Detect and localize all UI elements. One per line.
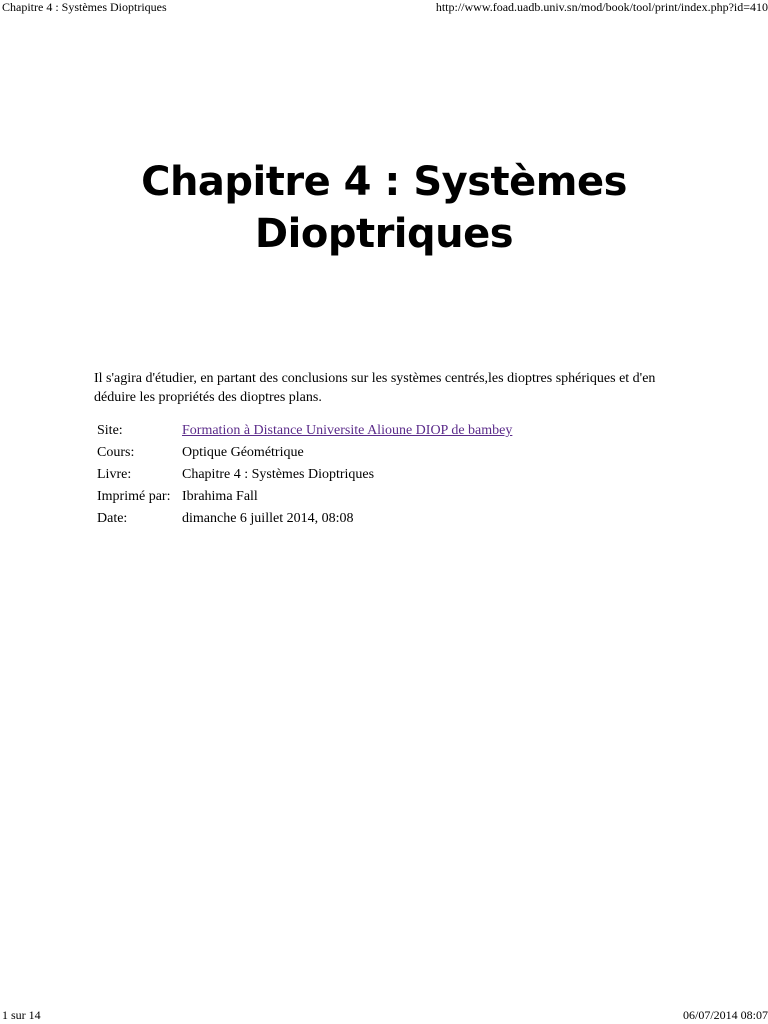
print-header-title: Chapitre 4 : Systèmes Dioptriques <box>2 0 167 14</box>
info-row-date <box>92 508 512 530</box>
info-row-course <box>92 442 512 464</box>
book-info-table <box>92 420 512 530</box>
printed-by-value: Ibrahima Fall <box>182 489 258 504</box>
site-label: Site: <box>97 423 123 438</box>
book-label: Livre: <box>97 467 132 482</box>
printed-by-label: Imprimé par: <box>97 489 171 504</box>
info-row-printed-by <box>92 486 512 508</box>
date-value: dimanche 6 juillet 2014, 08:08 <box>182 511 354 526</box>
book-value: Chapitre 4 : Systèmes Dioptriques <box>182 467 375 482</box>
print-footer-timestamp: 06/07/2014 08:07 <box>682 1008 768 1022</box>
book-intro: Il s'agira d'étudier, en partant des conclusions sur les systèmes centrés,les dioptres sphériques et d'en déduire les propriétés des dioptres plans. <box>94 371 656 405</box>
info-row-book <box>92 464 512 486</box>
course-label: Cours: <box>97 445 135 460</box>
site-value <box>182 420 512 442</box>
print-footer-page: 1 sur 14 <box>2 1008 41 1022</box>
print-header-url: http://www.foad.uadb.univ.sn/mod/book/tool/print/index.php?id=410 <box>435 0 768 14</box>
site-link[interactable]: Formation à Distance Universite Alioune DIOP de bambey <box>182 423 513 438</box>
course-value: Optique Géométrique <box>182 445 304 460</box>
date-label: Date: <box>97 511 128 526</box>
book-title: Chapitre 4 : Systèmes Dioptriques <box>141 159 627 257</box>
info-row-site <box>92 420 512 442</box>
